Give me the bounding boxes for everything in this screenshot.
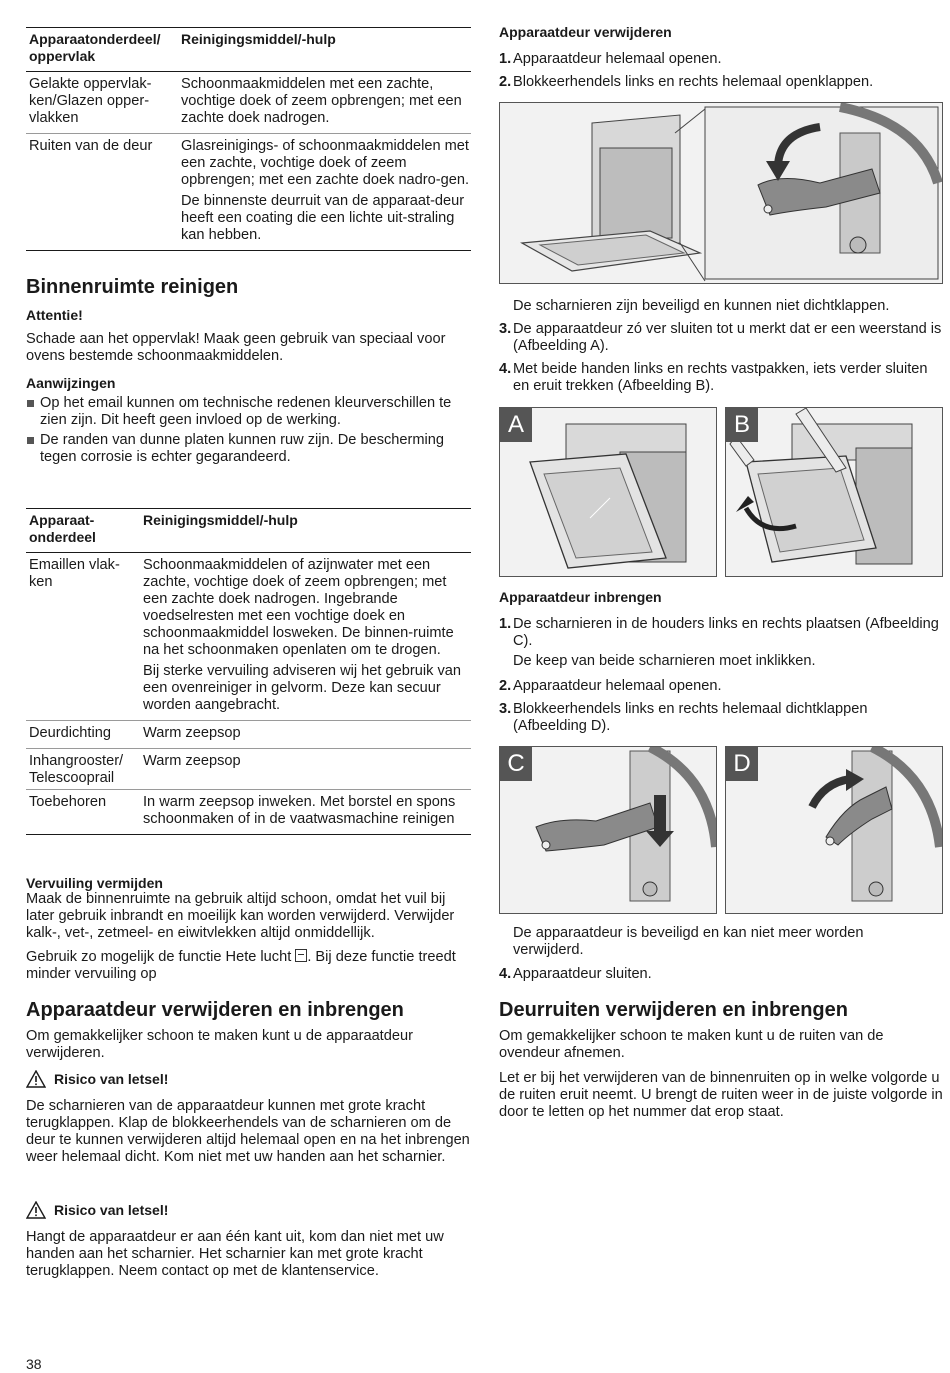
table-row — [26, 790, 471, 835]
notes-list — [26, 395, 471, 469]
inbrengen-steps-2 — [499, 678, 943, 741]
cleaning-table-surfaces — [26, 27, 471, 251]
warning-label: Risico van letsel! — [54, 1070, 169, 1087]
step-text: Met beide handen links en rechts vastpakken, iets verder sluiten en eruit trekken (Afbeelding B). — [513, 361, 928, 394]
notes-label: Aanwijzingen — [26, 375, 116, 391]
step-number: 1. — [499, 51, 512, 67]
inbrengen-steps-3 — [499, 966, 652, 989]
step-text: Apparaatdeur helemaal openen. — [513, 678, 722, 694]
attention-label: Attentie! — [26, 307, 83, 323]
warning-2 — [26, 1201, 168, 1219]
vervuiling-hint — [26, 949, 471, 983]
table-row — [26, 134, 471, 251]
method-text: Warm zeepsop — [143, 753, 241, 769]
table-cell-part: Toebehoren — [29, 794, 107, 810]
table-row — [26, 749, 471, 790]
step-text: De scharnieren in de houders links en rechts plaatsen (Afbeelding C). — [513, 616, 939, 649]
table-cell-part: Inhangrooster/ Telescooprail — [29, 753, 124, 786]
verwijderen-steps-2 — [499, 321, 943, 401]
step-number: 2. — [499, 678, 512, 694]
list-item — [499, 616, 943, 650]
table-header-part: Apparaatonderdeel/ oppervlak — [29, 31, 161, 64]
deurruiten-text-1: Om gemakkelijker schoon te maken kunt u de ruiten van de ovendeur afnemen. — [499, 1028, 884, 1061]
hinge-insert-illustration — [500, 747, 716, 913]
figure-letter-a: A — [500, 408, 532, 442]
list-item — [499, 51, 873, 68]
inbrengen-title: Apparaatdeur inbrengen — [499, 589, 662, 605]
warning-triangle-icon — [26, 1070, 46, 1088]
table-cell-part: Emaillen vlak-ken — [29, 557, 120, 590]
figure-hinge-open — [499, 102, 943, 284]
after-figure-note: De scharnieren zijn beveiligd en kunnen niet dichtklappen. — [513, 298, 890, 314]
figure-d — [725, 746, 943, 914]
method-text: Schoonmaakmiddelen of azijnwater met een zachte, vochtige doek of zeem opbrengen; met een zachte doek nadrogen. Ingebrande voedselresten met een vochtige doek en schoonmaakmiddel losweken. De binnen-ruimte na het schoonmaken openlaten om te drogen. — [143, 557, 454, 658]
step-text: Apparaatdeur sluiten. — [513, 966, 652, 982]
table-header-part: Apparaat-onderdeel — [29, 512, 96, 545]
vervuiling-text: Maak de binnenruimte na gebruik altijd schoon, omdat het vuil bij later gebruik inbrandt en moeilijk kan worden verwijderd. Verwijder kalk-, vet-, zetmeel- en eiwitvlekken altijd onmiddellijk. — [26, 891, 455, 941]
method-text: Warm zeepsop — [143, 725, 241, 741]
section-title-deur: Apparaatdeur verwijderen en inbrengen — [26, 999, 404, 1021]
list-item — [26, 432, 471, 466]
attention-text: Schade aan het oppervlak! Maak geen gebruik van speciaal voor ovens bestemde schoonmaakmiddelen. — [26, 331, 446, 364]
step-number: 3. — [499, 321, 512, 337]
figure-letter-d: D — [726, 747, 758, 781]
verwijderen-title: Apparaatdeur verwijderen — [499, 24, 672, 40]
list-item — [499, 678, 943, 695]
list-item — [499, 966, 652, 983]
step-number: 4. — [499, 966, 512, 982]
page-number: 38 — [26, 1356, 42, 1372]
method-extra-text: Bij sterke vervuiling adviseren wij het gebruik van een ovenreiniger in gelvorm. Deze kan secuur worden aangebracht. — [143, 663, 461, 713]
note-text: De randen van dunne platen kunnen ruw zijn. De bescherming tegen corrosie is echter gegarandeerd. — [40, 432, 445, 465]
table-row — [26, 721, 471, 749]
table-cell-method — [140, 790, 471, 835]
cleaning-table-interior — [26, 508, 471, 835]
hot-air-icon — [295, 949, 307, 962]
step-text: Apparaatdeur helemaal openen. — [513, 51, 722, 67]
table-cell-method — [140, 553, 471, 721]
step-number: 4. — [499, 361, 512, 377]
list-item — [499, 321, 943, 355]
verwijderen-steps — [499, 51, 873, 97]
section-title-binnenruimte: Binnenruimte reinigen — [26, 276, 239, 298]
list-item — [26, 395, 471, 429]
table-cell-part: Ruiten van de deur — [29, 138, 153, 154]
figure-letter-c: C — [500, 747, 532, 781]
section-title-deurruiten: Deurruiten verwijderen en inbrengen — [499, 999, 848, 1021]
figure-c — [499, 746, 717, 914]
figure-letter-b: B — [726, 408, 758, 442]
table-cell-method — [140, 749, 471, 790]
bullet-icon — [27, 437, 34, 444]
warning-1-text: De scharnieren van de apparaatdeur kunnen met grote kracht terugklappen. Klap de blokkeerhendels van de scharnieren om de deur te kunnen verwijderen altijd helemaal open en na het inbrengen weer helemaal dicht. Kom niet met uw handen aan het scharnier. — [26, 1098, 470, 1165]
oven-door-removal-illustration — [726, 408, 942, 576]
step-number: 1. — [499, 616, 512, 632]
warning-2-text: Hangt de apparaatdeur er aan één kant uit, kom dan niet met uw handen aan het scharnier. Het scharnier kan met grote kracht terugklappen. Neem contact op met de klantenservice. — [26, 1229, 444, 1279]
table-header-row — [26, 509, 471, 553]
bullet-icon — [27, 400, 34, 407]
step-text: Blokkeerhendels links en rechts helemaal openklappen. — [513, 74, 874, 90]
warning-triangle-icon — [26, 1201, 46, 1219]
table-cell-part: Deurdichting — [29, 725, 111, 741]
list-item — [499, 701, 943, 735]
hinge-lock-illustration — [726, 747, 942, 913]
warning-1 — [26, 1070, 168, 1088]
oven-door-partly-closed-illustration — [500, 408, 716, 576]
table-header-method: Reinigingsmiddel/-hulp — [181, 31, 336, 47]
table-cell-part: Gelakte oppervlak-ken/Glazen opper-vlakken — [29, 76, 152, 126]
method-text: Schoonmaakmiddelen met een zachte, vochtige doek of zeem opbrengen; met een zachte doek nadrogen. — [181, 76, 462, 126]
table-row — [26, 553, 471, 721]
oven-hinge-illustration — [500, 103, 942, 283]
table-header-row — [26, 28, 471, 72]
table-cell-method — [140, 721, 471, 749]
vervuiling-hint-a: Gebruik zo mogelijk de functie Hete lucht — [26, 949, 292, 965]
table-row — [26, 72, 471, 134]
note-text: Op het email kunnen om technische redenen kleurverschillen te zien zijn. Dit heeft geen invloed op de werking. — [40, 395, 452, 428]
inbrengen-steps — [499, 616, 943, 654]
method-text: In warm zeepsop inweken. Met borstel en spons schoonmaken of in de vaatwasmachine reinigen — [143, 794, 456, 827]
method-extra-text: De binnenste deurruit van de apparaat-deur heeft een coating die een lichte uit-straling kan hebben. — [181, 193, 465, 243]
step-number: 2. — [499, 74, 512, 90]
list-item — [499, 361, 943, 395]
warning-label: Risico van letsel! — [54, 1201, 169, 1218]
figure-a — [499, 407, 717, 577]
vervuiling-title: Vervuiling vermijden — [26, 875, 163, 891]
figure-b — [725, 407, 943, 577]
table-cell-method — [178, 134, 471, 251]
list-item — [499, 74, 873, 91]
table-header-method: Reinigingsmiddel/-hulp — [143, 512, 298, 528]
step-note: De keep van beide scharnieren moet inklikken. — [513, 653, 816, 669]
step-text: De apparaatdeur zó ver sluiten tot u merkt dat er een weerstand is (Afbeelding A). — [513, 321, 942, 354]
step-number: 3. — [499, 701, 512, 717]
deur-intro: Om gemakkelijker schoon te maken kunt u de apparaatdeur verwijderen. — [26, 1028, 413, 1061]
step-text: Blokkeerhendels links en rechts helemaal dichtklappen (Afbeelding D). — [513, 701, 868, 734]
deurruiten-text-2: Let er bij het verwijderen van de binnenruiten op in welke volgorde u de ruiten eruit neemt. U brengt de ruiten weer in de juiste volgorde in door te letten op het nummer dat erop staat. — [499, 1070, 943, 1120]
vervuiling-hint-b: . Bij deze functie treedt minder vervuiling op — [26, 949, 456, 982]
method-text: Glasreinigings- of schoonmaakmiddelen met een zachte, vochtige doek of zeem opbrengen; met een zachte doek nadro-gen. — [181, 138, 470, 188]
table-cell-method — [178, 72, 471, 134]
inbrengen-after-figure: De apparaatdeur is beveiligd en kan niet meer worden verwijderd. — [513, 925, 864, 958]
